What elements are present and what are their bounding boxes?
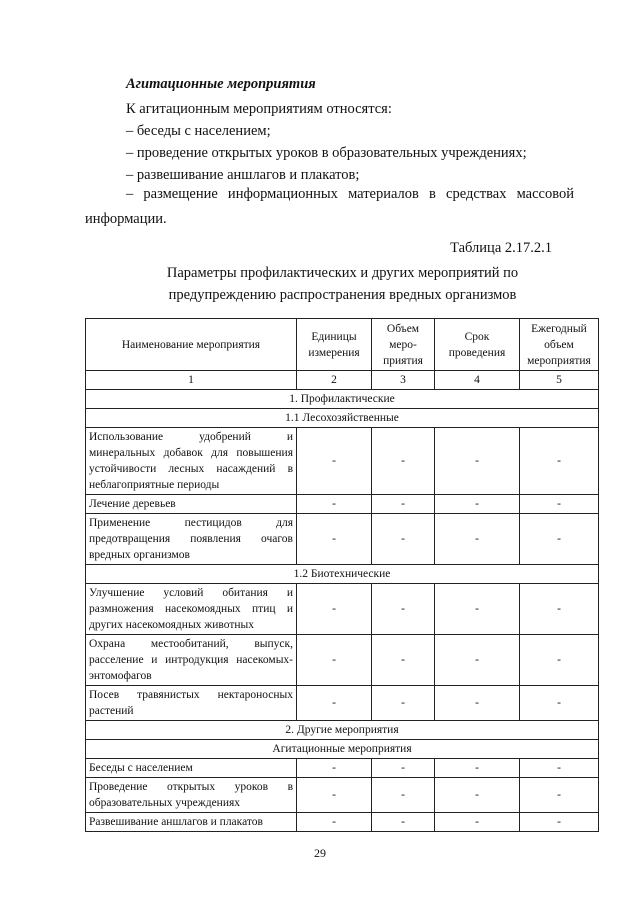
activity-name: Проведение открытых уроков в образовательных учреждениях [86,778,297,813]
table-row [86,428,599,495]
dash-cell: - [520,514,599,565]
dash-cell: - [520,495,599,514]
column-number: 2 [297,371,372,390]
column-number: 4 [435,371,520,390]
table-row [86,635,599,686]
table-title-line: предупреждению распространения вредных организмов [168,287,517,303]
table-title-line: Параметры профилактических и других мероприятий по [166,265,519,281]
dash-cell: - [435,759,520,778]
dash-cell: - [297,584,372,635]
section-title: 2. Другие мероприятия [86,721,599,740]
dash-cell: - [435,686,520,721]
dash-cell: - [520,778,599,813]
dash-cell: - [435,428,520,495]
dash-cell: - [435,495,520,514]
column-header: Срок проведения [435,319,520,371]
activity-name: Использование удобрений и минеральных добавок для повышения устойчивости лесных насаждений в неблагоприятные периоды [86,428,297,495]
dash-cell: - [372,584,435,635]
dash-cell: - [520,635,599,686]
dash-cell: - [520,584,599,635]
subsection-row [86,565,599,584]
subsection-row [86,409,599,428]
dash-cell: - [372,778,435,813]
dash-cell: - [297,778,372,813]
activity-name: Развешивание аншлагов и плакатов [86,813,297,832]
column-header: Ежегодный объем мероприятия [520,319,599,371]
table-row [86,686,599,721]
column-number: 3 [372,371,435,390]
dash-cell: - [297,514,372,565]
table-row [86,778,599,813]
bullet-item: – беседы с населением; [126,123,271,139]
activity-name: Посев травянистых нектароносных растений [86,686,297,721]
dash-cell: - [372,635,435,686]
section-row [86,390,599,409]
parameters-table [85,318,599,832]
subsection-title: 1.2 Биотехнические [86,565,599,584]
bullet-item: – размещение информационных материалов в средствах массовой [126,186,574,202]
table-row [86,584,599,635]
dash-cell: - [520,759,599,778]
dash-cell: - [372,759,435,778]
bullet-item: – проведение открытых уроков в образовательных учреждениях; [126,145,527,161]
section-heading: Агитационные мероприятия [126,76,316,92]
dash-cell: - [297,759,372,778]
activity-name: Беседы с населением [86,759,297,778]
dash-cell: - [372,686,435,721]
dash-cell: - [435,813,520,832]
dash-cell: - [372,514,435,565]
table-row [86,495,599,514]
subsection-row [86,740,599,759]
subsection-title: 1.1 Лесохозяйственные [86,409,599,428]
bullet-item: – развешивание аншлагов и плакатов; [126,167,360,183]
dash-cell: - [372,813,435,832]
table-number: Таблица 2.17.2.1 [450,240,552,256]
dash-cell: - [520,813,599,832]
page-number: 29 [314,846,326,860]
dash-cell: - [435,778,520,813]
section-title: 1. Профилактические [86,390,599,409]
section-row [86,721,599,740]
dash-cell: - [372,428,435,495]
bullet-continuation: информации. [85,211,167,227]
dash-cell: - [297,635,372,686]
table-row [86,759,599,778]
dash-cell: - [435,584,520,635]
table-row [86,514,599,565]
activity-name: Улучшение условий обитания и размножения насекомоядных птиц и других насекомоядных животных [86,584,297,635]
dash-cell: - [435,635,520,686]
activity-name: Охрана местообитаний, выпуск, расселение и интродукция насекомых-энтомофагов [86,635,297,686]
subsection-title: Агитационные мероприятия [86,740,599,759]
dash-cell: - [520,428,599,495]
dash-cell: - [297,686,372,721]
table-row [86,813,599,832]
column-number: 1 [86,371,297,390]
activity-name: Лечение деревьев [86,495,297,514]
dash-cell: - [297,495,372,514]
column-header: Объем меро-приятия [372,319,435,371]
dash-cell: - [297,428,372,495]
dash-cell: - [435,514,520,565]
activity-name: Применение пестицидов для предотвращения появления очагов вредных организмов [86,514,297,565]
table-header-row [86,319,599,371]
dash-cell: - [297,813,372,832]
column-header: Наименование мероприятия [86,319,297,371]
intro-text: К агитационным мероприятиям относятся: [126,101,392,117]
dash-cell: - [372,495,435,514]
dash-cell: - [520,686,599,721]
column-number: 5 [520,371,599,390]
column-header: Единицы измерения [297,319,372,371]
column-number-row [86,371,599,390]
